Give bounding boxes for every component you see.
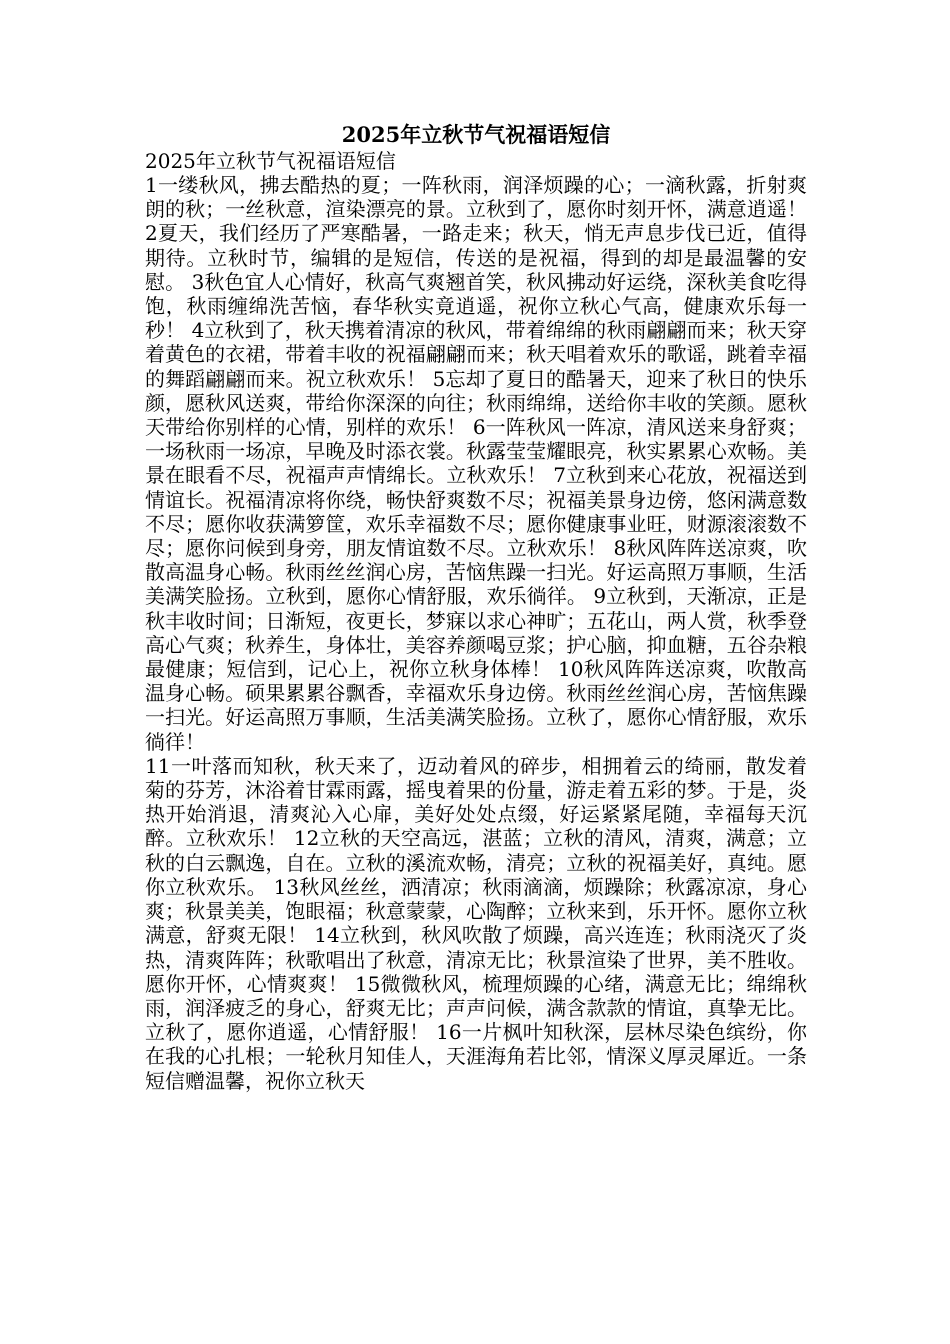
document-subtitle: 2025年立秋节气祝福语短信 <box>145 149 396 173</box>
body-paragraph-1: 1一缕秋风，拂去酷热的夏；一阵秋雨，润泽烦躁的心；一滴秋露，折射爽朗的秋；一丝秋意，渲染漂亮的景。立秋到了，愿你时刻开怀，满意逍遥！ 2夏天，我们经历了严寒酷暑，一路走来；秋天，悄无声息步伐已近，值得期待。立秋时节，编辑的是短信，传送的是祝福，得到的却是最温馨的安慰。 3秋色宜人心情好，秋高气爽翘首笑，秋风拂动好运绕，深秋美食吃得饱，秋雨缠绵洗苦恼，春华秋实竟逍遥，祝你立秋心气高，健康欢乐每一秒！ 4立秋到了，秋天携着清凉的秋风，带着绵绵的秋雨翩翩而来；秋天穿着黄色的衣裙，带着丰收的祝福翩翩而来；秋天唱着欢乐的歌谣，跳着幸福的舞蹈翩翩而来。祝立秋欢乐！ 5忘却了夏日的酷暑天，迎来了秋日的快乐颜，愿秋风送爽，带给你深深的向往；秋雨绵绵，送给你丰收的笑颜。愿秋天带给你别样的心情，别样的欢乐！ 6一阵秋风一阵凉，清风送来身舒爽；一场秋雨一场凉，早晚及时添衣裳。秋露莹莹耀眼亮，秋实累累心欢畅。美景在眼看不尽，祝福声声情绵长。立秋欢乐！ 7立秋到来心花放，祝福送到情谊长。祝福清凉将你绕，畅快舒爽数不尽；祝福美景身边傍，悠闲满意数不尽；愿你收获满箩筐，欢乐幸福数不尽；愿你健康事业旺，财源滚滚数不尽；愿你问候到身旁，朋友情谊数不尽。立秋欢乐！ 8秋风阵阵送凉爽，吹散高温身心畅。秋雨丝丝润心房，苦恼焦躁一扫光。好运高照万事顺，生活美满笑脸扬。立秋到，愿你心情舒服，欢乐徜徉。 9立秋到，天渐凉，正是秋丰收时间；日渐短，夜更长，梦寐以求心神旷；五花山，两人赏，秋季登高心气爽；秋养生，身体壮，美容养颜喝豆浆；护心脑，抑血糖，五谷杂粮最健康；短信到，记心上，祝你立秋身体棒！ 10秋风阵阵送凉爽，吹散高温身心畅。硕果累累谷飘香，幸福欢乐身边傍。秋雨丝丝润心房，苦恼焦躁一扫光。好运高照万事顺，生活美满笑脸扬。立秋了，愿你心情舒服，欢乐徜徉！ <box>145 173 807 754</box>
body-paragraph-2: 11一叶落而知秋，秋天来了，迈动着风的碎步，相拥着云的绮丽，散发着菊的芬芳，沐浴着甘霖雨露，摇曳着果的份量，游走着五彩的梦。于是，炎热开始消退，清爽沁入心扉，美好处处点缀，好运紧紧尾随，幸福每天沉醉。立秋欢乐！ 12立秋的天空高远，湛蓝；立秋的清风，清爽，满意；立秋的白云飘逸，自在。立秋的溪流欢畅，清亮；立秋的祝福美好，真纯。愿你立秋欢乐。 13秋风丝丝，洒清凉；秋雨滴滴，烦躁除；秋露凉凉，身心爽；秋景美美，饱眼福；秋意蒙蒙，心陶醉；立秋来到，乐开怀。愿你立秋满意，舒爽无限！ 14立秋到，秋风吹散了烦躁，高兴连连；秋雨浇灭了炎热，清爽阵阵；秋歌唱出了秋意，清凉无比；秋景渲染了世界，美不胜收。愿你开怀，心情爽爽！ 15微微秋风，梳理烦躁的心绪，满意无比；绵绵秋雨，润泽疲乏的身心，舒爽无比；声声问候，满含款款的情谊，真挚无比。立秋了，愿你逍遥，心情舒服！ 16一片枫叶知秋深，层林尽染色缤纷，你在我的心扎根；一轮秋月知佳人，天涯海角若比邻，情深义厚灵犀近。一条短信赠温馨，祝你立秋天 <box>145 753 807 1093</box>
document-page <box>145 121 807 1093</box>
document-title: 2025年立秋节气祝福语短信 <box>341 122 611 147</box>
